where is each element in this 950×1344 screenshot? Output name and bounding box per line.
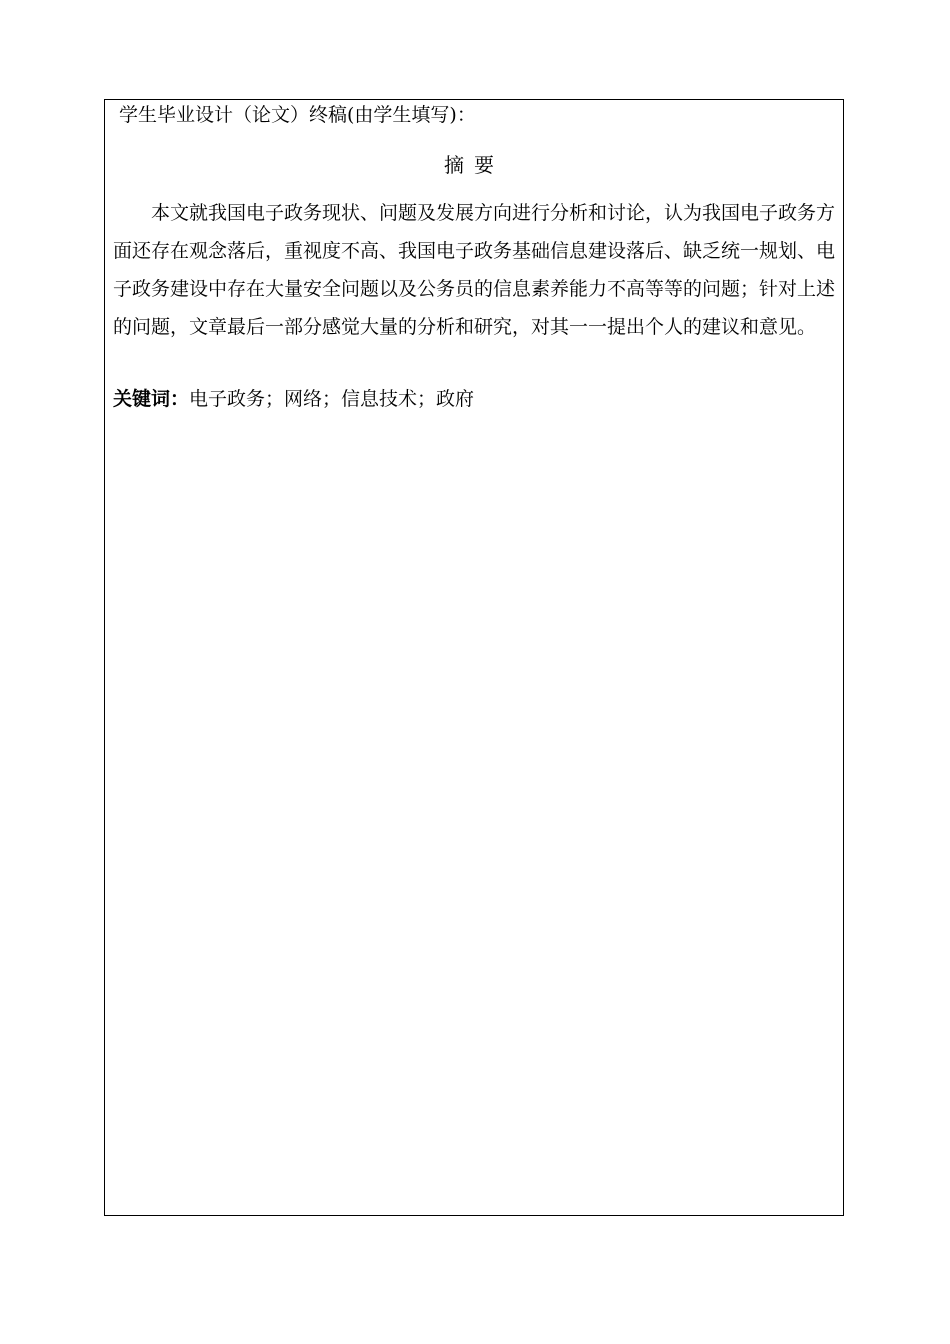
keywords-label: 关键词： [113,388,190,410]
thesis-form-box [104,99,844,1216]
keywords-line [113,380,474,418]
abstract-body: 本文就我国电子政务现状、问题及发展方向进行分析和讨论，认为我国电子政务方面还存在观念落后，重视度不高、我国电子政务基础信息建设落后、缺乏统一规划、电子政务建设中存在大量安全问题以及公务员的信息素养能力不高等等的问题；针对上述的问题，文章最后一部分感觉大量的分析和研究，对其一一提出个人的建议和意见。 [113,202,836,338]
form-header: 学生毕业设计（论文）终稿(由学生填写)： [119,104,476,126]
keywords-value: 电子政务；网络；信息技术；政府 [189,388,475,410]
abstract-title: 摘要 [444,153,504,177]
